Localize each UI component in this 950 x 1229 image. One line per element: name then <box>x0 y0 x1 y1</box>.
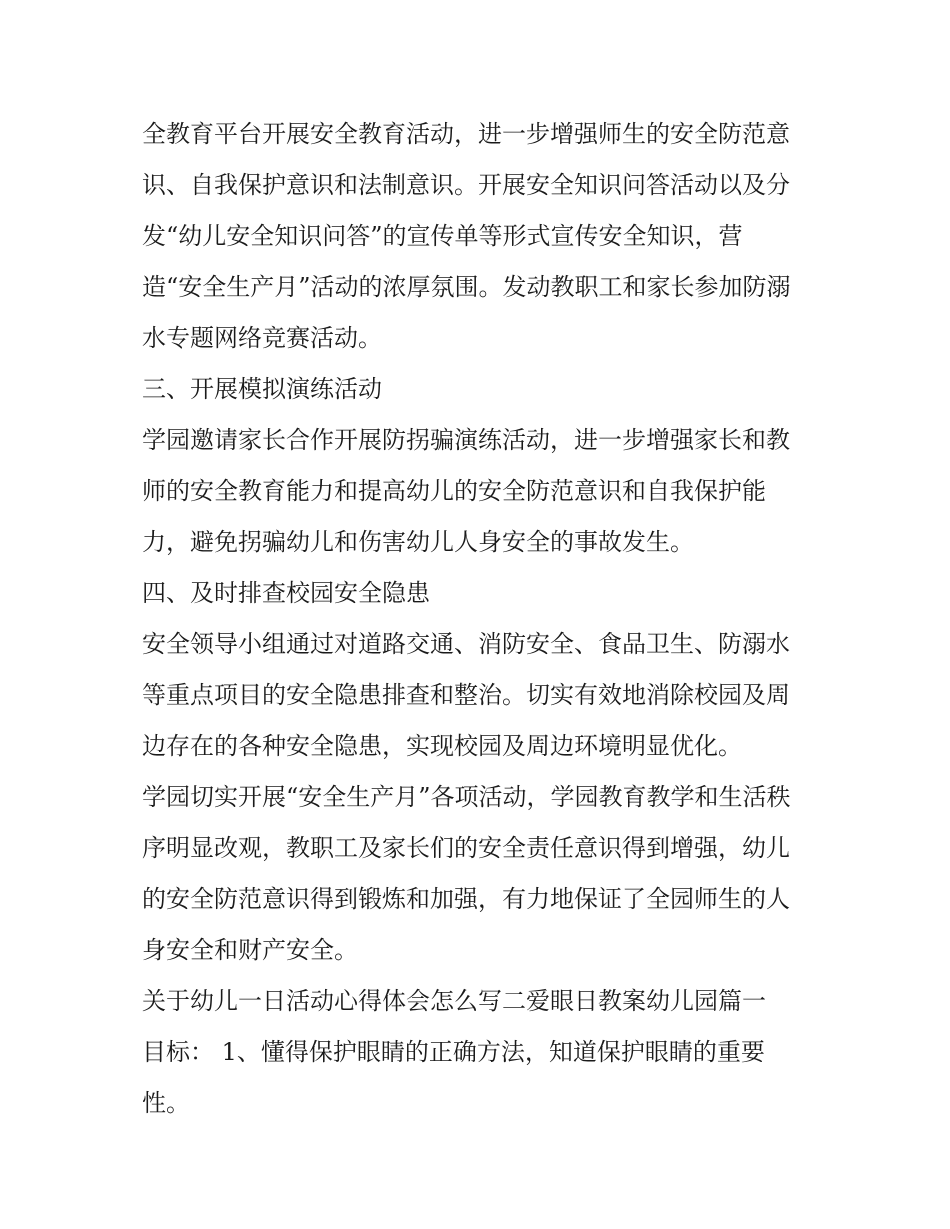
text-line: 识、自我保护意识和法制意识。开展安全知识问答活动以及分 <box>142 171 790 199</box>
text-line: 学园切实开展“安全生产月”各项活动，学园教育教学和生活秩 <box>142 783 791 811</box>
text-line: 造“安全生产月”活动的浓厚氛围。发动教职工和家长参加防溺 <box>142 273 791 301</box>
text-line: 序明显改观，教职工及家长们的安全责任意识得到增强，幼儿 <box>142 834 790 862</box>
section-heading: 四、及时排查校园安全隐患 <box>142 579 430 607</box>
text-line: 身安全和财产安全。 <box>142 936 358 964</box>
document-body <box>142 109 822 1129</box>
text-line: 边存在的各种安全隐患，实现校园及周边环境明显优化。 <box>142 732 742 760</box>
text-line: 目标： 1、懂得保护眼睛的正确方法，知道保护眼睛的重要 <box>142 1038 765 1066</box>
text-line: 安全领导小组通过对道路交通、消防安全、食品卫生、防溺水 <box>142 630 790 658</box>
text-line: 等重点项目的安全隐患排查和整治。切实有效地消除校园及周 <box>142 681 790 709</box>
text-line: 力，避免拐骗幼儿和伤害幼儿人身安全的事故发生。 <box>142 528 694 556</box>
text-line: 性。 <box>142 1089 190 1117</box>
text-line: 师的安全教育能力和提高幼儿的安全防范意识和自我保护能 <box>142 477 766 505</box>
text-line: 的安全防范意识得到锻炼和加强，有力地保证了全园师生的人 <box>142 885 790 913</box>
text-line: 学园邀请家长合作开展防拐骗演练活动，进一步增强家长和教 <box>142 426 790 454</box>
text-line: 水专题网络竞赛活动。 <box>142 324 382 352</box>
article-title: 关于幼儿一日活动心得体会怎么写二爱眼日教案幼儿园篇一 <box>142 987 766 1015</box>
section-heading: 三、开展模拟演练活动 <box>142 375 382 403</box>
text-line: 发“幼儿安全知识问答”的宣传单等形式宣传安全知识，营 <box>142 222 743 250</box>
text-line: 全教育平台开展安全教育活动，进一步增强师生的安全防范意 <box>142 120 790 148</box>
